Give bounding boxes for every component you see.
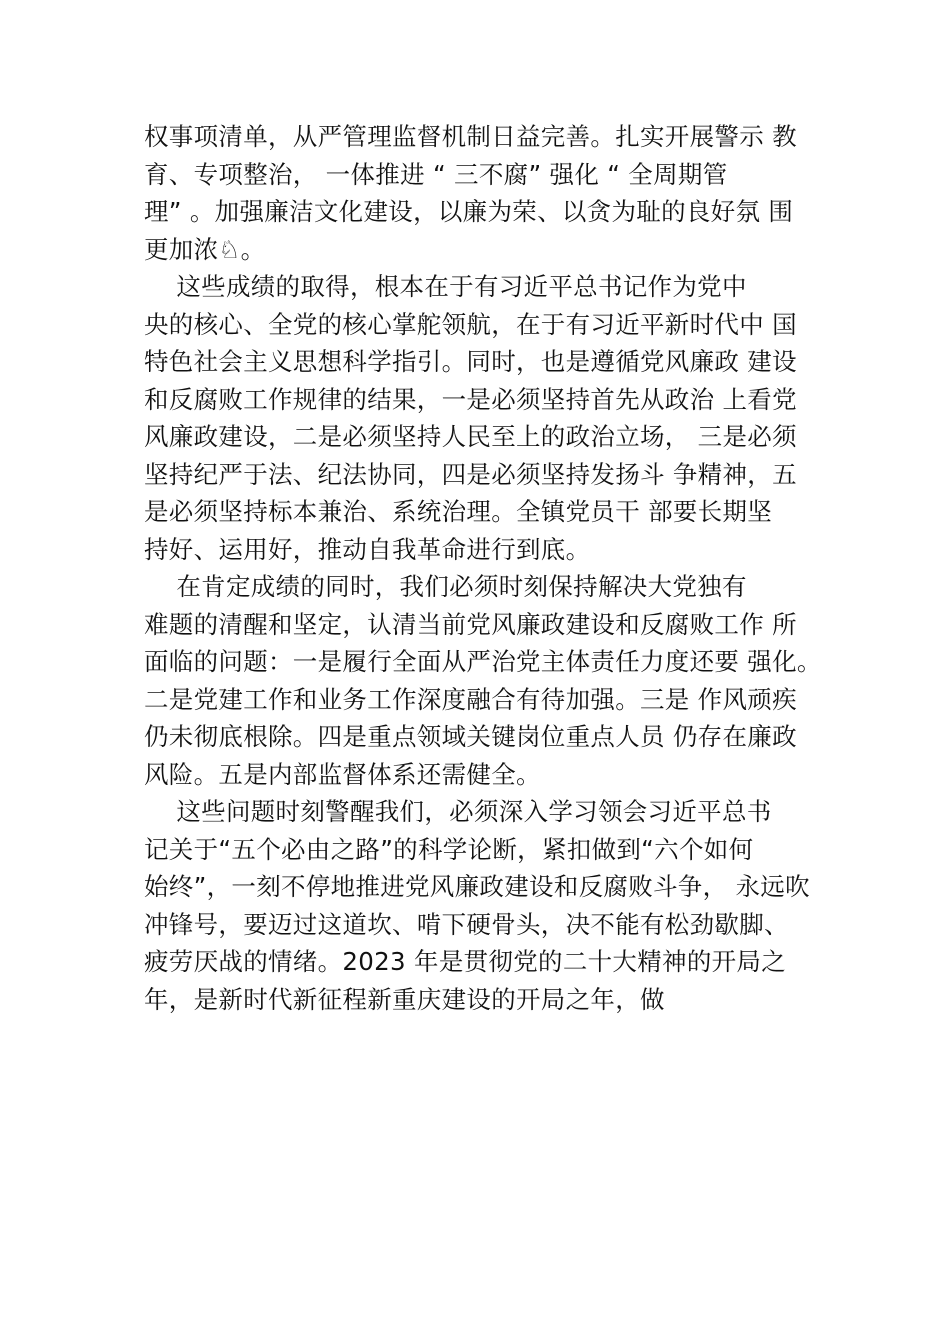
- text-line: 是必须坚持标本兼治、系统治理。全镇党员干 部要长期坚: [144, 497, 773, 526]
- text-line: 理” 。加强廉洁文化建设，以廉为荣、以贪为耻的良好氛 围: [144, 197, 794, 226]
- text-line: 难题的清醒和坚定，认清当前党风廉政建设和反腐败工作 所: [144, 609, 797, 639]
- document-body: [144, 118, 844, 1018]
- paragraph-1: [144, 118, 844, 268]
- text-line: 持好、运用好，推动自我革命进行到底。: [144, 534, 591, 564]
- text-line: 风廉政建设，二是必须坚持人民至上的政治立场， 三是必须: [144, 422, 797, 451]
- text-line: 在肯定成绩的同时，我们必须时刻保持解决大党独有: [144, 572, 747, 601]
- text-line: 疲劳厌战的情绪。2023 年是贯彻党的二十大精神的开局之: [144, 947, 787, 976]
- text-line: 年，是新时代新征程新重庆建设的开局之年，做: [144, 984, 665, 1014]
- text-line: 记关于“五个必由之路”的科学论断，紧扣做到“六个如何: [144, 834, 754, 864]
- text-line: 仍未彻底根除。四是重点领域关键岗位重点人员 仍存在廉政: [144, 722, 797, 751]
- text-line: 始终”，一刻不停地推进党风廉政建设和反腐败斗争， 永远吹: [144, 872, 810, 901]
- text-line: 风险。五是内部监督体系还需健全。: [144, 759, 541, 789]
- text-line: 育、专项整治， 一体推进 “ 三不腐” 强化 “ 全周期管: [144, 159, 728, 189]
- text-line: 冲锋号，要迈过这道坎、啃下硬骨头，决不能有松劲歇脚、: [144, 909, 789, 939]
- paragraph-4: [144, 793, 844, 1018]
- text-line: 和反腐败工作规律的结果，一是必须坚持首先从政治 上看党: [144, 384, 797, 414]
- text-line: 面临的问题：一是履行全面从严治党主体责任力度还要 强化。: [144, 647, 822, 676]
- text-line: 更加浓♘。: [144, 234, 266, 264]
- text-line: 权事项清单，从严管理监督机制日益完善。扎实开展警示 教: [144, 122, 797, 151]
- text-line: 坚持纪严于法、纪法协同，四是必须坚持发扬斗 争精神，五: [144, 459, 797, 489]
- text-line: 这些成绩的取得，根本在于有习近平总书记作为党中: [144, 272, 747, 301]
- text-line: 这些问题时刻警醒我们，必须深入学习领会习近平总书: [144, 797, 772, 826]
- text-line: 特色社会主义思想科学指引。同时，也是遵循党风廉政 建设: [144, 347, 797, 376]
- paragraph-3: [144, 568, 844, 793]
- text-line: 二是党建工作和业务工作深度融合有待加强。三是 作风顽疾: [144, 684, 797, 714]
- text-line: 央的核心、全党的核心掌舵领航，在于有习近平新时代中 国: [144, 309, 797, 339]
- paragraph-2: [144, 268, 844, 568]
